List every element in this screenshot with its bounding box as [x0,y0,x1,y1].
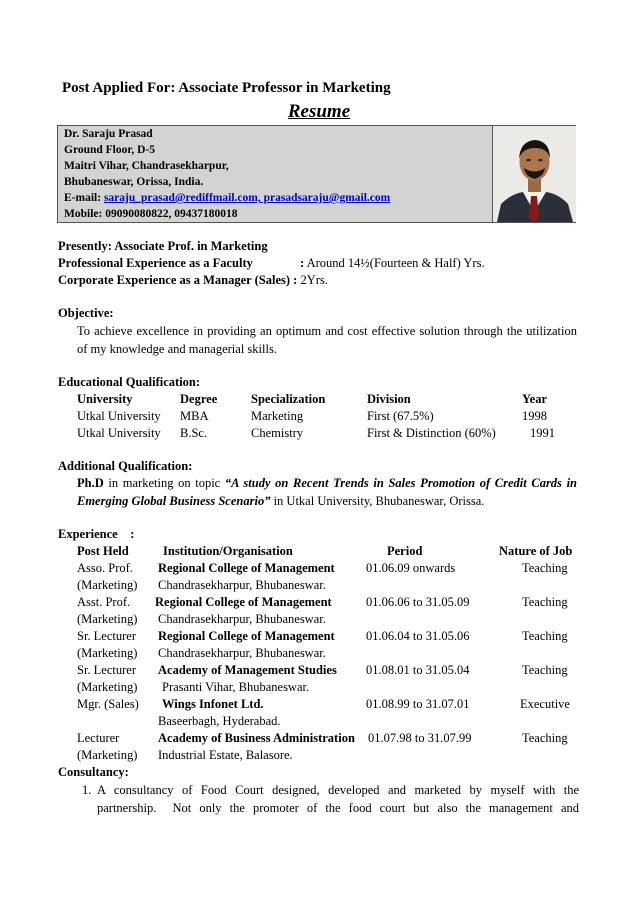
presently-line: Presently: Associate Prof. in Marketing [58,239,268,253]
email-links[interactable]: saraju_prasad@rediffmail.com, prasadsaraju@gmail.com [103,192,391,204]
corporate-experience-label: Corporate Experience as a Manager (Sales) : [58,273,298,287]
exp-row-6-period: 01.07.98 to 31.07.99 [368,731,472,745]
exp-row-4-institution: Academy of Management Studies [158,663,337,677]
edu-row-2-division: First & Distinction (60%) [367,426,496,440]
additional-text-line-2 [77,494,484,509]
exp-row-3-institution: Regional College of Management [158,629,335,643]
email-line [64,192,390,204]
faculty-years: Around 14½(Fourteen & Half) Yrs. [306,256,485,270]
resume-title: Resume [287,101,351,122]
corporate-experience-value: 2Yrs. [300,273,328,287]
exp-row-5-nature: Executive [520,697,570,711]
consultancy-item-number: 1. [82,783,92,797]
address-line-3: Bhubaneswar, Orissa, India. [64,176,204,188]
mobile-line: Mobile: 09090080822, 09437180018 [64,208,238,220]
objective-text-line-1: To achieve excellence in providing an optimum and cost effective solution through the utilization [77,324,577,338]
phd-topic-2: Emerging Global Business Scenario” [77,494,271,508]
exp-row-5-location: Baseerbagh, Hyderabad. [158,714,281,728]
phd-text-2: in Utkal University, Bhubaneswar, Orissa. [270,494,485,508]
phd-label: Ph.D [77,476,104,490]
additional-qualification-heading: Additional Qualification: [58,459,193,473]
edu-row-1-year: 1998 [522,409,547,423]
exp-row-5-institution: Wings Infonet Ltd. [162,697,264,711]
exp-row-2-period: 01.06.06 to 31.05.09 [366,595,470,609]
corporate-experience-line [58,273,328,288]
address-line-1: Ground Floor, D-5 [64,144,156,156]
exp-header-nature: Nature of Job [499,544,573,558]
exp-row-1-post: Asso. Prof. [77,561,133,575]
objective-text-line-2: of my knowledge and managerial skills. [77,342,277,356]
exp-row-6-post: Lecturer [77,731,120,745]
exp-header-period: Period [387,544,423,558]
exp-row-6-post-2: (Marketing) [77,748,138,762]
profile-photo-cell [492,126,576,222]
edu-header-university: University [77,392,133,406]
edu-header-degree: Degree [180,392,218,406]
faculty-experience-value [300,256,485,271]
candidate-name: Dr. Saraju Prasad [64,128,153,140]
exp-row-3-period: 01.06.04 to 31.05.06 [366,629,470,643]
exp-row-4-nature: Teaching [522,663,568,677]
objective-heading: Objective: [58,306,114,320]
exp-row-3-location: Chandrasekharpur, Bhubaneswar. [158,646,326,660]
exp-header-institution: Institution/Organisation [163,544,293,558]
edu-row-1-university: Utkal University [77,409,161,423]
education-heading: Educational Qualification: [58,375,201,389]
phd-text-1: in marketing on topic [103,476,225,490]
exp-row-3-post-2: (Marketing) [77,646,138,660]
exp-row-1-period: 01.06.09 onwards [366,561,456,575]
exp-row-3-post: Sr. Lecturer [77,629,137,643]
faculty-colon: : [300,256,305,270]
exp-row-5-post: Mgr. (Sales) [77,697,139,711]
edu-header-division: Division [367,392,411,406]
edu-row-2-university: Utkal University [77,426,161,440]
post-applied-heading: Post Applied For: Associate Professor in Marketing [62,80,391,96]
consultancy-heading: Consultancy: [58,765,129,779]
consultancy-text-line-1: A consultancy of Food Court designed, developed and marketed by myself with the [97,783,579,797]
edu-header-specialization: Specialization [251,392,326,406]
exp-row-2-location: Chandrasekharpur, Bhubaneswar. [158,612,326,626]
exp-header-post: Post Held [77,544,129,558]
edu-row-2-specialization: Chemistry [251,426,304,440]
profile-photo [493,126,576,222]
exp-row-1-institution: Regional College of Management [158,561,335,575]
edu-row-1-division: First (67.5%) [367,409,434,423]
consultancy-text-line-2: partnership. Not only the promoter of the food court but also the management and [97,801,579,815]
address-line-2: Maitri Vihar, Chandrasekharpur, [64,160,229,172]
email-label: E-mail: [64,192,104,204]
exp-row-4-location: Prasanti Vihar, Bhubaneswar. [162,680,310,694]
edu-row-2-degree: B.Sc. [180,426,208,440]
exp-row-2-institution: Regional College of Management [155,595,332,609]
experience-heading: Experience : [58,527,135,541]
contact-header-box [57,125,576,223]
exp-row-1-nature: Teaching [522,561,568,575]
exp-row-3-nature: Teaching [522,629,568,643]
edu-row-1-specialization: Marketing [251,409,304,423]
additional-text-line-1 [77,476,577,491]
faculty-experience-label: Professional Experience as a Faculty [58,256,253,270]
exp-row-5-period: 01.08.99 to 31.07.01 [366,697,470,711]
edu-row-1-degree: MBA [180,409,209,423]
exp-row-6-nature: Teaching [522,731,568,745]
edu-row-2-year: 1991 [530,426,555,440]
edu-header-year: Year [522,392,547,406]
exp-row-1-location: Chandrasekharpur, Bhubaneswar. [158,578,326,592]
exp-row-2-post-2: (Marketing) [77,612,138,626]
exp-row-2-post: Asst. Prof. [77,595,131,609]
exp-row-4-period: 01.08.01 to 31.05.04 [366,663,470,677]
exp-row-6-location: Industrial Estate, Balasore. [158,748,293,762]
exp-row-4-post-2: (Marketing) [77,680,138,694]
exp-row-6-institution: Academy of Business Administration [158,731,355,745]
phd-topic-1: “A study on Recent Trends in Sales Promotion of Credit Cards in [224,476,577,490]
exp-row-1-post-2: (Marketing) [77,578,138,592]
exp-row-4-post: Sr. Lecturer [77,663,137,677]
exp-row-2-nature: Teaching [522,595,568,609]
